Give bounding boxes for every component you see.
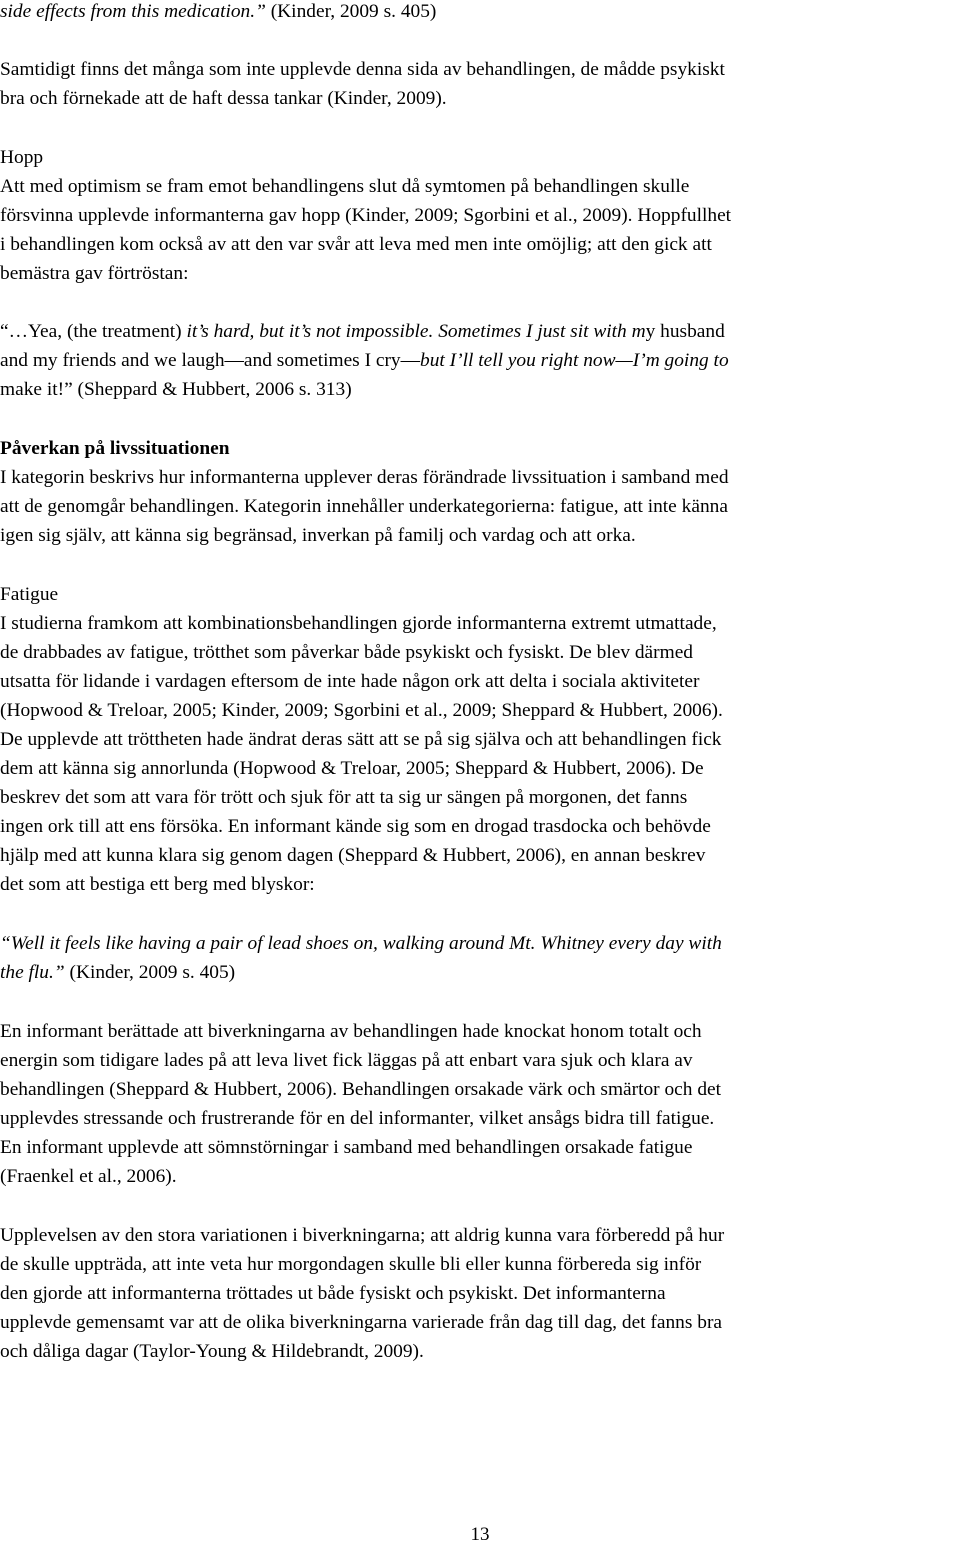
- paragraph-line: energin som tidigare lades på att leva livet fick läggas på att enbart vara sjuk och klara av: [0, 1050, 693, 1071]
- paragraph-line: De upplevde att tröttheten hade ändrat deras sätt att se på sig själva och att behandlingen fick: [0, 729, 722, 750]
- quote-italic-text: but I’ll tell you right now—I’m going to: [420, 350, 729, 371]
- section-heading-paverkan: Påverkan på livssituationen: [0, 438, 230, 459]
- paragraph-line: upplevde gemensamt var att de olika biverkningarna varierade från dag till dag, det fanns bra: [0, 1312, 723, 1333]
- quote-line: [0, 961, 235, 985]
- quote-citation: (Kinder, 2009 s. 405): [64, 962, 236, 983]
- paragraph-line: de drabbades av fatigue, trötthet som påverkar både psykiskt och fysiskt. De blev därmed: [0, 642, 694, 663]
- quote-text: make it!”: [0, 379, 73, 400]
- quote-line: [0, 378, 352, 402]
- paragraph-line: behandlingen (Sheppard & Hubbert, 2006). Behandlingen orsakade värk och smärtor och det: [0, 1079, 722, 1100]
- quote-tail-line: [0, 0, 436, 24]
- paragraph-line: En informant berättade att biverkningarna av behandlingen hade knockat honom totalt och: [0, 1021, 702, 1042]
- paragraph-line: igen sig själv, att känna sig begränsad, inverkan på familj och vardag och att orka.: [0, 525, 636, 546]
- paragraph-line: En informant upplevde att sömnstörningar i samband med behandlingen orsakade fatigue: [0, 1137, 693, 1158]
- quote-tail-citation: (Kinder, 2009 s. 405): [265, 1, 437, 22]
- paragraph-line: och dåliga dagar (Taylor-Young & Hildebrandt, 2009).: [0, 1341, 424, 1362]
- quote-line: [0, 349, 729, 373]
- paragraph-line: bra och förnekade att de haft dessa tankar (Kinder, 2009).: [0, 88, 447, 109]
- paragraph-line: I studierna framkom att kombinationsbehandlingen gjorde informanterna extremt utmattade,: [0, 613, 717, 634]
- quote-text: y husband: [645, 321, 725, 342]
- quote-citation: (Sheppard & Hubbert, 2006 s. 313): [72, 379, 352, 400]
- quote-tail-italic: side effects from this medication.”: [0, 1, 266, 22]
- quote-italic-text: the flu.”: [0, 962, 65, 983]
- paragraph-line: (Fraenkel et al., 2006).: [0, 1166, 177, 1187]
- paragraph-line: de skulle uppträda, att inte veta hur morgondagen skulle bli eller kunna förbereda sig inför: [0, 1254, 702, 1275]
- paragraph-line: i behandlingen kom också av att den var svår att leva med men inte omöjlig; att den gick att: [0, 234, 712, 255]
- quote-text: and my friends and we laugh—and sometimes I cry—: [0, 350, 421, 371]
- paragraph-line: upplevdes stressande och frustrerande för en del informanter, vilket ansågs bidra till fatigue.: [0, 1108, 715, 1129]
- paragraph-line: Samtidigt finns det många som inte upplevde denna sida av behandlingen, de mådde psykiskt: [0, 59, 725, 80]
- page-number: 13: [470, 1524, 490, 1545]
- paragraph-line: beskrev det som att vara för trött och sjuk för att ta sig ur sängen på morgonen, det fanns: [0, 787, 688, 808]
- paragraph-line: Upplevelsen av den stora variationen i biverkningarna; att aldrig kunna vara förberedd på hur: [0, 1225, 725, 1246]
- paragraph-line: dem att känna sig annorlunda (Hopwood & Treloar, 2005; Sheppard & Hubbert, 2006). De: [0, 758, 704, 779]
- paragraph-line: det som att bestiga ett berg med blyskor:: [0, 874, 315, 895]
- paragraph-line: den gjorde att informanterna tröttades ut både fysiskt och psykiskt. Det informanterna: [0, 1283, 666, 1304]
- quote-italic-text: it’s hard, but it’s not impossible. Sometimes I just sit with m: [186, 321, 646, 342]
- paragraph-line: bemästra gav förtröstan:: [0, 263, 189, 284]
- paragraph-line: ingen ork till att ens försöka. En informant kände sig som en drogad trasdocka och behövde: [0, 816, 711, 837]
- paragraph-line: (Hopwood & Treloar, 2005; Kinder, 2009; Sgorbini et al., 2009; Sheppard & Hubbert, 2006).: [0, 700, 723, 721]
- quote-text: “…Yea, (the treatment): [0, 321, 187, 342]
- paragraph-line: försvinna upplevde informanterna gav hopp (Kinder, 2009; Sgorbini et al., 2009). Hoppfullhet: [0, 205, 732, 226]
- subheading-fatigue: Fatigue: [0, 584, 59, 605]
- paragraph-line: utsatta för lidande i vardagen eftersom de inte hade någon ork att delta i sociala aktiviteter: [0, 671, 700, 692]
- paragraph-line: hjälp med att kunna klara sig genom dagen (Sheppard & Hubbert, 2006), en annan beskrev: [0, 845, 706, 866]
- quote-line: [0, 320, 725, 344]
- paragraph-line: Att med optimism se fram emot behandlingens slut då symtomen på behandlingen skulle: [0, 176, 690, 197]
- paragraph-line: att de genomgår behandlingen. Kategorin innehåller underkategorierna: fatigue, att inte känna: [0, 496, 728, 517]
- quote-line: “Well it feels like having a pair of lead shoes on, walking around Mt. Whitney every day with: [0, 933, 722, 954]
- subheading-hopp: Hopp: [0, 147, 44, 168]
- paragraph-line: I kategorin beskrivs hur informanterna upplever deras förändrade livssituation i samband med: [0, 467, 729, 488]
